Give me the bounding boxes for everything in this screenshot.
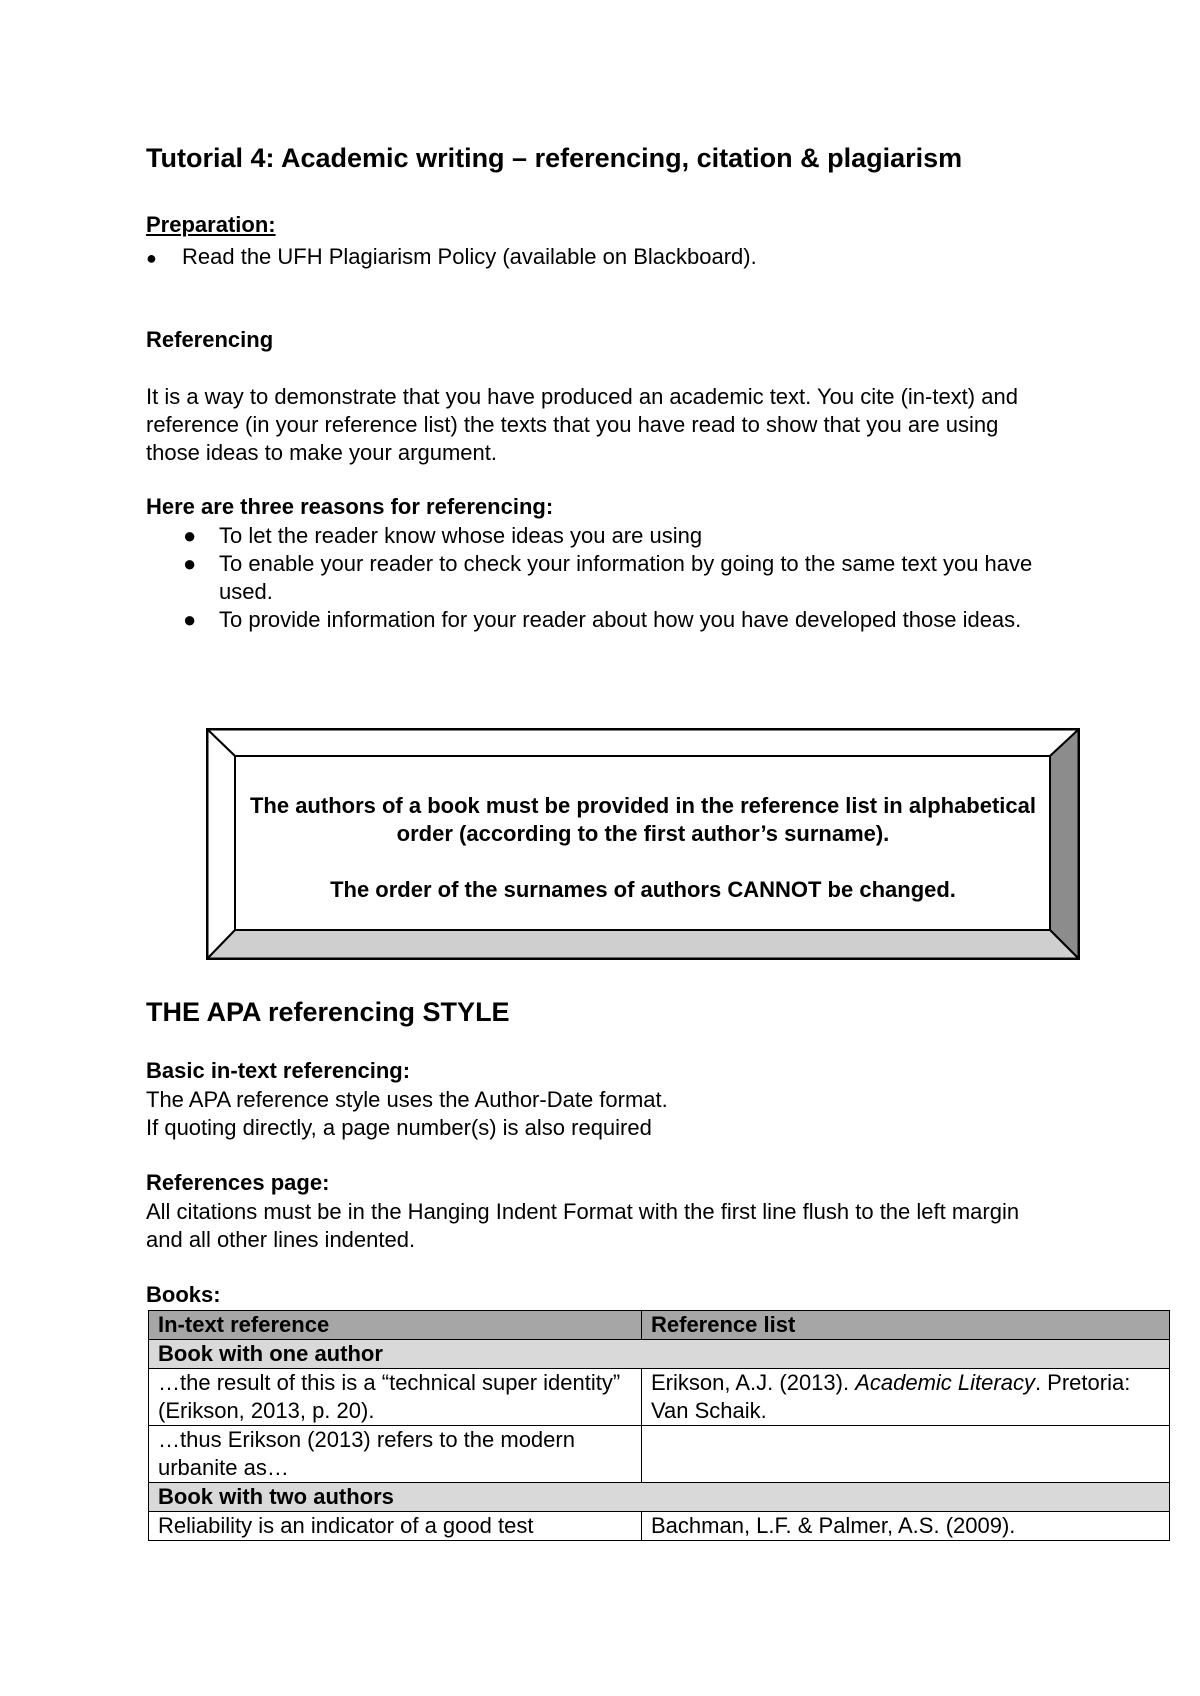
bullet-icon: ●	[183, 523, 197, 548]
basic-line-1: The APA reference style uses the Author-Date format.	[146, 1087, 668, 1112]
referencing-heading: Referencing	[146, 327, 274, 352]
references-page-label: References page:	[146, 1170, 330, 1195]
table-row	[149, 1426, 1170, 1483]
basic-label: Basic in-text referencing:	[146, 1058, 411, 1083]
table-header-row	[149, 1311, 1170, 1340]
preparation-item: ● Read the UFH Plagiarism Policy (available on Blackboard).	[146, 244, 757, 269]
notice-line-2: The order of the surnames of authors CANNOT be changed.	[330, 877, 956, 902]
reasons-label: Here are three reasons for referencing:	[146, 494, 554, 519]
bullet-icon: ●	[146, 248, 157, 268]
reasons-list	[183, 522, 1043, 634]
table-row	[149, 1512, 1170, 1541]
table-cell: Bachman, L.F. & Palmer, A.S. (2009).	[642, 1512, 1170, 1541]
table-cell: …thus Erikson (2013) refers to the modern urbanite as…	[149, 1426, 642, 1483]
table-category-row	[149, 1483, 1170, 1512]
list-item: ● To enable your reader to check your information by going to the same text you have used.	[183, 551, 1033, 604]
category-two-authors: Book with two authors	[149, 1483, 1170, 1512]
list-item: ● To provide information for your reader about how you have developed those ideas.	[183, 607, 1022, 632]
table-row	[149, 1369, 1170, 1426]
header-reference-list: Reference list	[642, 1311, 1170, 1340]
list-item: ● To let the reader know whose ideas you are using	[183, 523, 703, 548]
references-page-text: All citations must be in the Hanging Indent Format with the first line flush to the left margin and all other lines indented.	[146, 1199, 1020, 1252]
category-one-author: Book with one author	[149, 1340, 1170, 1369]
table-cell: Erikson, A.J. (2013). Academic Literacy. Pretoria: Van Schaik.	[642, 1369, 1170, 1426]
notice-text	[236, 792, 1050, 904]
table-category-row	[149, 1340, 1170, 1369]
basic-text	[146, 1086, 668, 1142]
preparation-label: Preparation:	[146, 212, 276, 237]
page-title: Tutorial 4: Academic writing – referencing, citation & plagiarism	[146, 143, 963, 173]
table-cell	[642, 1426, 1170, 1483]
referencing-paragraph: It is a way to demonstrate that you have produced an academic text. You cite (in-text) and reference (in your reference list) the texts that you have read to show that you are using those ideas to make your argument.	[146, 384, 1018, 465]
basic-line-2: If quoting directly, a page number(s) is also required	[146, 1115, 652, 1140]
notice-line-1: The authors of a book must be provided in the reference list in alphabetical order (according to the first author’s surname).	[249, 793, 1037, 846]
apa-heading: THE APA referencing STYLE	[146, 997, 510, 1027]
header-in-text: In-text reference	[149, 1311, 642, 1340]
bullet-icon: ●	[183, 551, 197, 576]
bullet-icon: ●	[183, 607, 197, 632]
books-label: Books:	[146, 1282, 221, 1307]
books-table	[148, 1310, 1170, 1541]
table-cell: Reliability is an indicator of a good test	[149, 1512, 642, 1541]
table-cell: …the result of this is a “technical super identity” (Erikson, 2013, p. 20).	[149, 1369, 642, 1426]
